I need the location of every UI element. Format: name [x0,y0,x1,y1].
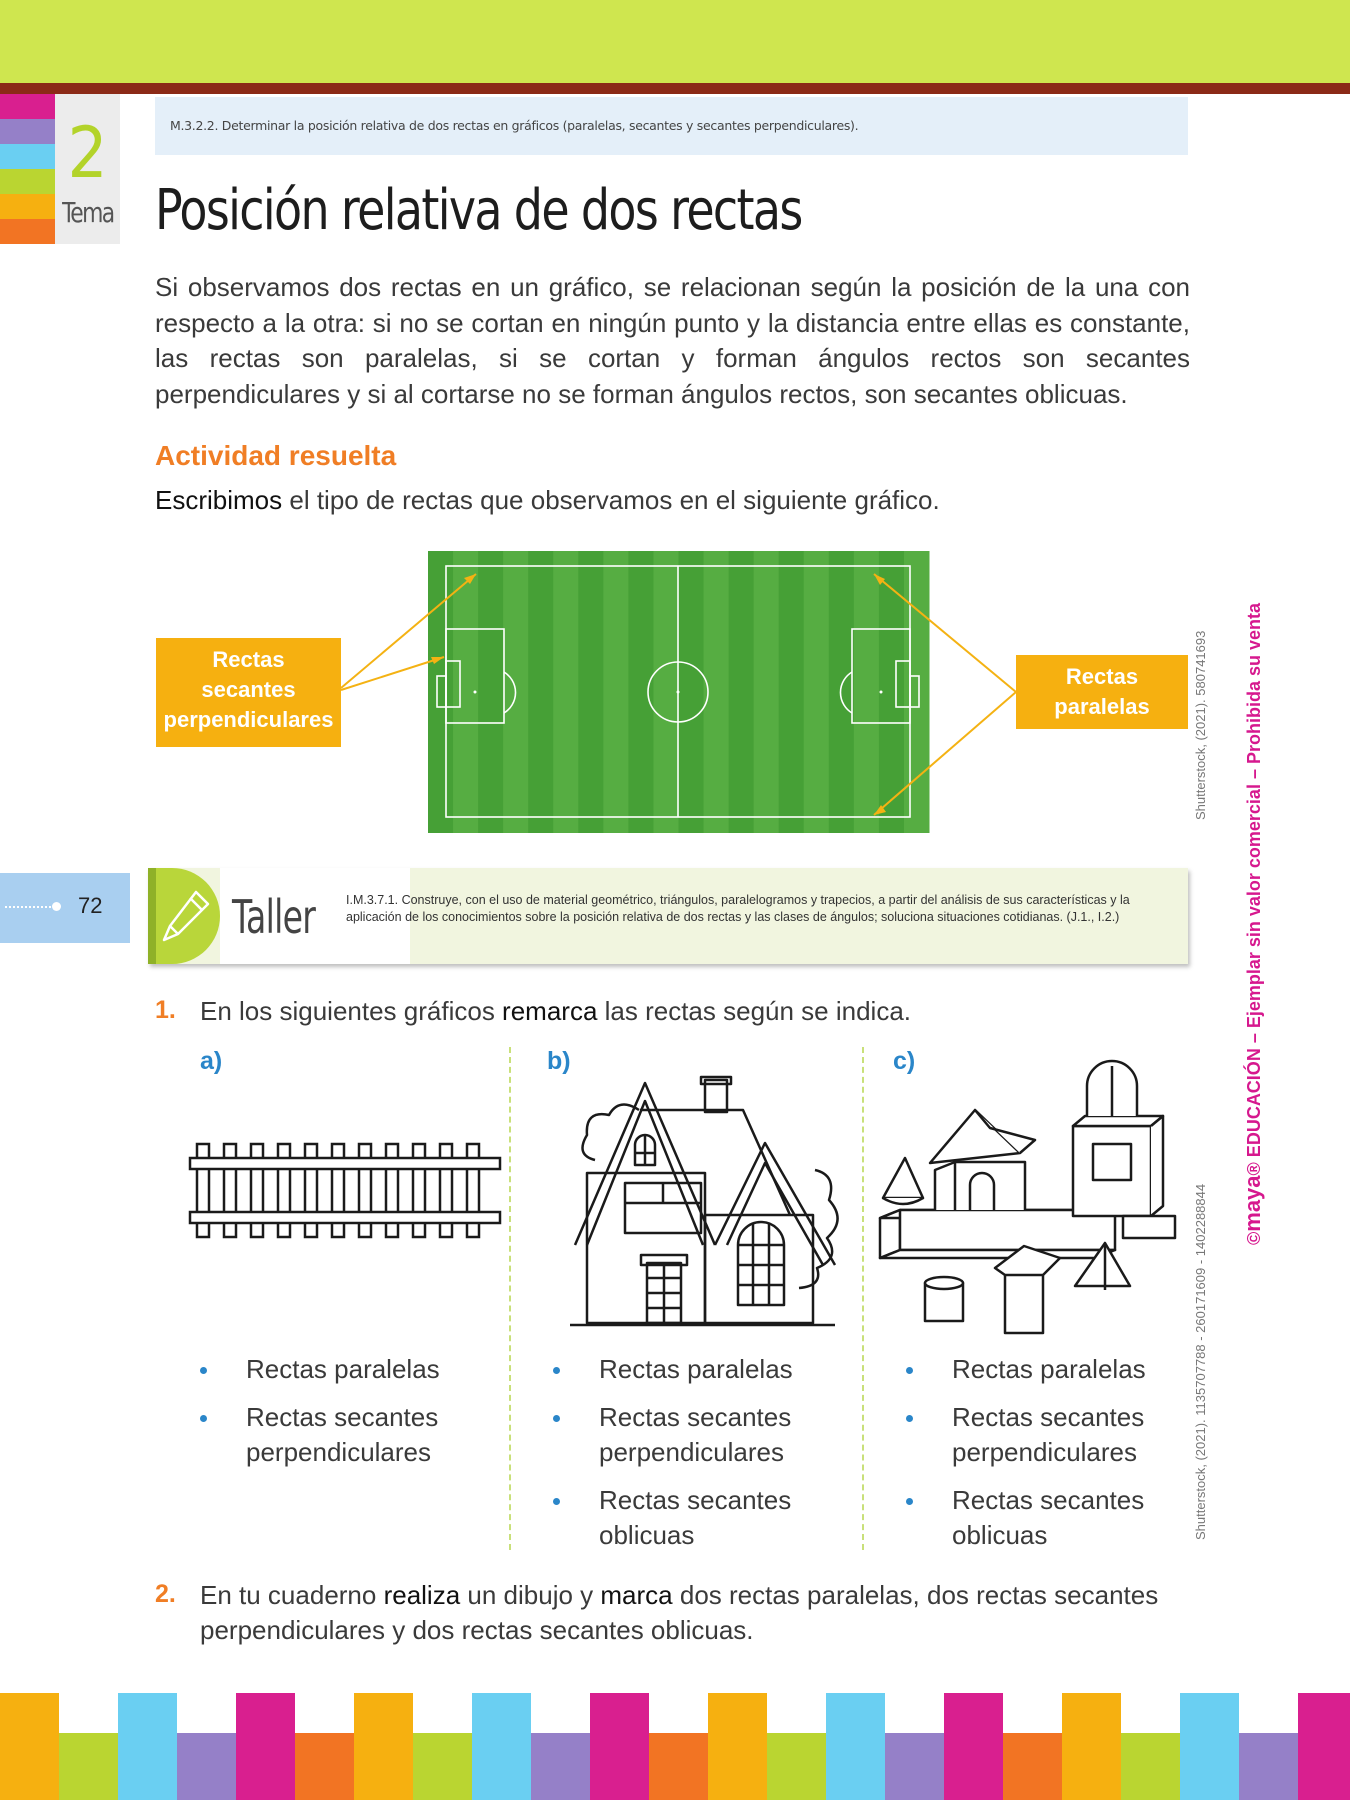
activity-heading: Actividad resuelta [155,440,397,471]
side-stripe [0,194,55,219]
option-item[interactable] [200,1352,500,1387]
bottom-color-block [1180,1693,1239,1800]
page-title: Posición relativa de dos rectas [155,178,802,243]
page-number-tab [0,873,130,943]
bullet [200,1415,207,1422]
taller-badge-bar [148,868,156,964]
bottom-color-block [354,1693,413,1800]
label-line: Rectas [212,647,285,672]
grass-stripe [779,551,805,833]
option-item[interactable] [553,1400,853,1470]
option-label: Rectas paralelas [246,1354,440,1384]
column-b-letter: b) [547,1047,571,1075]
q1-verb: remarca [502,996,598,1026]
column-a-letter: a) [200,1047,223,1075]
house-block [1005,1275,1043,1333]
grass-stripe [528,551,554,833]
right-penalty-area [852,629,910,723]
option-item[interactable] [553,1352,853,1387]
option-label: Rectas secantes perpendiculares [952,1402,1145,1467]
q2-part: dos rectas paralelas, dos rectas secantes perpendiculares y dos rectas secantes oblicuas. [200,1580,1159,1645]
house-illustration [565,1075,845,1340]
building-blocks-illustration [875,1058,1185,1343]
left-tree [583,1105,640,1160]
q2-part: En tu cuaderno [200,1580,384,1610]
rail-top [190,1158,500,1169]
left-penalty-arc [504,672,516,713]
bottom-color-block [0,1693,59,1800]
grass-stripe [829,551,855,833]
grass-stripe [653,551,679,833]
bottom-color-block [885,1733,944,1800]
field-lines [437,566,919,817]
right-tree [799,1170,838,1288]
side-brand-notice [1236,585,1266,1245]
column-divider [862,1047,864,1550]
options-list-c [906,1352,1186,1566]
bottom-color-block [944,1693,1003,1800]
grass-stripe [854,551,880,833]
bottom-color-block [59,1733,118,1800]
option-label: Rectas paralelas [599,1354,793,1384]
grass-stripe [478,551,504,833]
option-label: Rectas secantes oblicuas [599,1485,792,1550]
bottom-color-block [531,1733,590,1800]
credit-text: Shutterstock, (2021). 1135707788 - 260171609 - 1402288844 [1193,1183,1208,1540]
grass-stripe [904,551,930,833]
bullet [553,1498,560,1505]
grass-stripe [804,551,830,833]
tema-number: 2 [67,112,108,194]
taller-indicator: I.M.3.7.1. Construye, con el uso de material geométrico, triángulos, paralelogramos y trapecios, a partir del análisis de sus características y la aplicación de los conocimientos sobre la posición relativa de dos rectas y las clases de ángulos; soluciona situaciones cotidianas. (J.1., I.2.) [346,893,1130,924]
side-stripe [0,169,55,194]
options-list-b [553,1352,853,1566]
bottom-color-block [708,1693,767,1800]
grass-stripe [428,551,454,833]
bottom-color-block [590,1693,649,1800]
grass-stripe [453,551,479,833]
arched-window [738,1222,784,1305]
label-arrows [341,574,1016,815]
top-color-band [0,0,1350,83]
question-2-number: 2. [155,1580,176,1608]
option-item[interactable] [200,1400,500,1470]
column-c-letter: c) [893,1047,916,1075]
copyright-symbol: © [1244,1231,1264,1245]
grass-stripe [879,551,905,833]
credit-text: Shutterstock, (2021). 580741693 [1193,630,1208,820]
bottom-color-block [649,1733,708,1800]
arrow-heads [431,574,886,815]
grass-stripe [679,551,705,833]
grass-stripe [553,551,579,833]
option-item[interactable] [906,1352,1186,1387]
grass-stripe [578,551,604,833]
side-stripe [0,119,55,144]
bottom-color-block [826,1693,885,1800]
arrow-perp-2 [341,657,444,690]
left-goal-area [446,661,460,707]
option-label: Rectas paralelas [952,1354,1146,1384]
page-tab-dot [52,902,61,911]
grass-stripe [603,551,629,833]
brand-logo-text: maya [1240,1175,1265,1232]
bottom-color-block [1239,1733,1298,1800]
question-1-number: 1. [155,996,176,1024]
option-item[interactable] [553,1483,853,1553]
grass-stripe [704,551,730,833]
tower-window [1093,1144,1131,1180]
rail-bottom [190,1212,500,1223]
label-paralelas [1016,655,1188,729]
arrow-par-1 [874,574,1016,692]
arrow-head [431,657,444,664]
activity-verb: Escribimos [155,485,283,515]
field-grass-stripes [428,551,930,833]
right-penalty-spot [880,691,883,694]
option-item[interactable] [906,1483,1186,1553]
bottom-color-block [177,1733,236,1800]
tema-badge [55,94,120,244]
photo-credit-exercises [1193,1160,1213,1540]
bullet [906,1415,913,1422]
grass-stripe [503,551,529,833]
arrow-par-2 [874,692,1016,815]
bottom-color-block [472,1693,531,1800]
bottom-color-block [1298,1693,1350,1800]
bullet [200,1367,207,1374]
label-line: Rectas [1065,664,1139,689]
top-rule [0,83,1350,94]
bottom-color-block [1121,1733,1180,1800]
tema-label: Tema [62,196,114,229]
cone-block [883,1158,923,1198]
bullet [906,1498,913,1505]
right-roof-outer [715,1143,835,1265]
field-center-circle [648,662,708,722]
right-goal [910,676,919,707]
side-stripe [0,144,55,169]
q2-part: un dibujo y [460,1580,601,1610]
field-outer-boundary [446,566,910,817]
left-penalty-spot [474,691,477,694]
bullet [553,1367,560,1374]
question-1-text [200,994,911,1029]
right-goal-area [896,661,910,707]
center-spot [677,691,680,694]
bottom-color-block [767,1733,826,1800]
bottom-color-block [118,1693,177,1800]
label-line: secantes [201,677,296,702]
taller-card [148,868,1188,964]
arch-block-opening [970,1173,994,1210]
bullet [906,1367,913,1374]
option-label: Rectas secantes perpendiculares [246,1402,439,1467]
side-color-stripes [0,94,55,244]
bottom-color-block [1062,1693,1121,1800]
activity-instruction [155,485,940,516]
arrow-head [874,805,886,815]
pencil-icon [156,886,216,948]
side-stripe [0,219,55,244]
activity-instruction-rest: el tipo de rectas que observamos en el siguiente gráfico. [282,485,940,515]
page-number: 72 [78,893,103,918]
option-label: Rectas secantes perpendiculares [599,1402,792,1467]
q1-text-before: En los siguientes gráficos [200,996,503,1026]
column-divider [509,1047,511,1550]
option-label: Rectas secantes oblicuas [952,1485,1145,1550]
q2-verb: realiza [383,1580,461,1610]
grass-stripe [729,551,755,833]
grass-stripe [754,551,780,833]
label-secantes-perpendiculares [156,638,341,747]
label-line: paralelas [1054,694,1150,719]
taller-title: Taller [232,890,316,944]
intro-paragraph: Si observamos dos rectas en un gráfico, se relacionan según la posición de la una con respecto a la otra: si no se cortan en ningún punto y la distancia entre ellas es constante, las rectas son paralelas, si se cortan y forman ángulos rectos son secantes perpendiculares y si al cortarse no se forman ángulos rectos, son secantes oblicuas. [155,272,1190,409]
left-penalty-area [446,629,504,723]
option-item[interactable] [906,1400,1186,1470]
arrow-perp-1 [341,574,476,688]
options-list-a [200,1352,500,1483]
label-line: perpendiculares [163,707,334,732]
bottom-color-block [295,1733,354,1800]
bottom-color-band [0,1693,1350,1800]
bottom-color-block [413,1733,472,1800]
right-penalty-arc [840,672,852,713]
railway-track-illustration [185,1138,505,1243]
page-tab-dots [5,906,55,908]
side-stripe [0,94,55,119]
grass-stripe [628,551,654,833]
bottom-color-block [236,1693,295,1800]
bottom-color-block [1003,1733,1062,1800]
arrow-head [464,574,476,584]
arrow-head [874,574,885,585]
bullet [553,1415,560,1422]
question-2-text [200,1578,1190,1648]
skill-code-banner: M.3.2.2. Determinar la posición relativa de dos rectas en gráficos (paralelas, secantes y secantes perpendiculares). [155,97,1188,155]
brand-notice-text: ® EDUCACIÓN – Ejemplar sin valor comercial – Prohibida su venta [1244,603,1264,1176]
q2-verb: marca [600,1580,673,1610]
left-goal [437,676,446,707]
photo-credit-field [1193,620,1213,820]
q1-text-after: las rectas según se indica. [597,996,912,1026]
